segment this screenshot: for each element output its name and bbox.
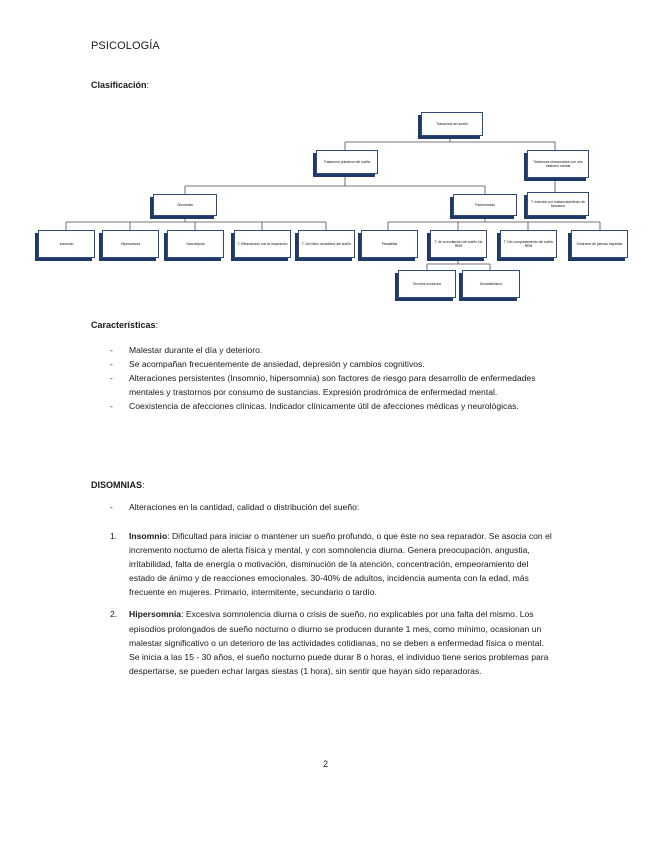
characteristics-list bbox=[110, 343, 550, 413]
node-nrem: T. de la excitación del sueño No REM bbox=[430, 230, 487, 258]
node-night-terrors: Terrores nocturnos bbox=[398, 270, 456, 298]
node-primary: Trastornos primarios del sueño bbox=[316, 150, 378, 174]
list-item: - Malestar durante el día y deterioro. bbox=[110, 343, 550, 357]
item-number: 1. bbox=[110, 531, 118, 541]
page-header: PSICOLOGÍA bbox=[91, 40, 160, 52]
list-item: - Alteraciones en la cantidad, calidad o distribución del sueño: bbox=[110, 500, 550, 514]
node-dyssomnias: Disomnias bbox=[153, 194, 217, 216]
list-item: - Se acompañan frecuentemente de ansiedad, depresión y cambios cognitivos. bbox=[110, 357, 550, 371]
list-item: - Coexistencia de afecciones clínicas. Indicador clínicamente útil de afecciones médicas y neurológicas. bbox=[110, 399, 550, 413]
list-item-hypersomnia bbox=[110, 607, 555, 677]
list-item: - Alteraciones persistentes (Insomnio, hipersomnia) son factores de riesgo para desarrollo de enfermedades mentales y trastornos por consumo de sustancias. Expresión prodrómica de enfermedad mental. bbox=[110, 371, 550, 399]
node-circadian: T. Del ritmo circadiano del sueño bbox=[298, 230, 355, 258]
page-number: 2 bbox=[323, 759, 329, 769]
node-breathing: T. Relacionado con la respiración bbox=[234, 230, 291, 258]
item-text: : Excesiva somnolencia diurna o crisis de sueño, no explicables por una falta del mismo. Los episodios prolongados de sueño nocturno o diurno se producen durante 1 mes, como mínimo, ocasionan un malestar significativo o un deterioro de las actividades cotidianas, no se deben a enfermedad física o mental. Se inicia a las 15 - 30 años, el sueño nocturno puede durar 8 o horas, el individuo tiene serios problemas para despertarse, se pueden echar largas siestas (1 hora), sin sentir que hayan sido reparadoras. bbox=[129, 609, 549, 676]
node-parasomnias: Parasomnias bbox=[453, 194, 517, 216]
characteristics-heading: Características: bbox=[91, 320, 159, 330]
dyssomnias-heading: DISOMNIAS: bbox=[91, 480, 145, 490]
node-other-mental: Trastornos relacionados con otro trastorno mental bbox=[527, 150, 589, 178]
node-substance: T. inducido por sustancias/efecto de fármacos bbox=[527, 192, 589, 216]
node-hypersomnia: Hipersomnia bbox=[102, 230, 159, 258]
item-term: Insomnio bbox=[129, 531, 168, 541]
dyssomnias-intro-list bbox=[110, 500, 550, 514]
classification-heading: Clasificación: bbox=[91, 80, 150, 90]
classification-chart bbox=[0, 100, 655, 310]
node-sleepwalking: Sonambulismo bbox=[462, 270, 520, 298]
node-narcolepsy: Narcolepsia bbox=[167, 230, 224, 258]
classification-heading-text: Clasificación bbox=[91, 80, 147, 90]
dyssomnias-numbered-list bbox=[110, 529, 555, 686]
node-restless-legs: Síndrome de piernas inquietas bbox=[571, 230, 628, 258]
item-number: 2. bbox=[110, 609, 118, 620]
node-nightmares: Pesadillas bbox=[361, 230, 418, 258]
dyssomnias-heading-text: DISOMNIAS bbox=[91, 480, 143, 490]
item-text: : Dificultad para iniciar o mantener un sueño profundo, o que éste no sea reparador. Se asocia con el incremento nocturno de alerta física y mental, y con somnolencia diurna. Genera preocupación, angustia, irritabilidad, falta de energía o motivación, disminución de la atención, concentración, empeoramiento del estado de ánimo y de reacciones emocionales. 30-40% de adultos, incidencia aumenta con la edad, más frecuente en mujeres. Primario, intermitente, secundario o tardío. bbox=[129, 531, 552, 598]
characteristics-heading-text: Características bbox=[91, 320, 156, 330]
list-item-insomnia bbox=[110, 529, 555, 599]
node-root: Trastornos del sueño bbox=[421, 112, 483, 136]
node-rem: T. Del comportamiento del sueño REM bbox=[500, 230, 557, 258]
node-insomnia: Insomnio bbox=[38, 230, 95, 258]
item-term: Hipersomnia bbox=[129, 609, 182, 620]
